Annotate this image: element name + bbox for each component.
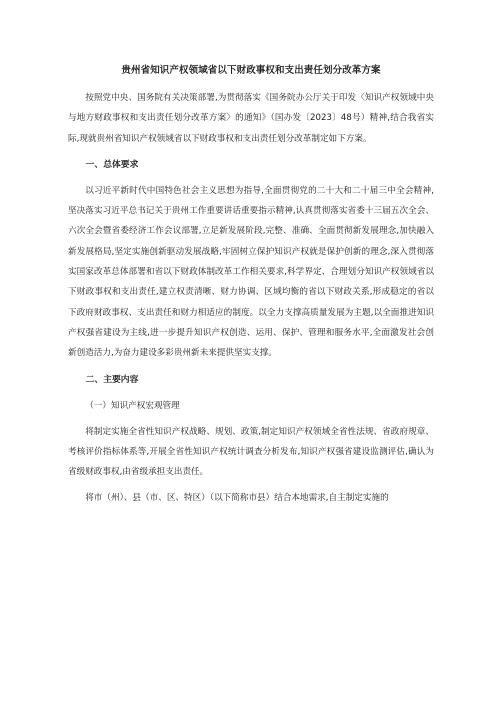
subsection-heading-macro-management: （一）知识产权宏观管理: [85, 400, 180, 411]
macro-management-paragraph: 将制定实施全省性知识产权战略、规划、政策,制定知识产权领域全省性法规、省政府规章、考核评价指标体系等,开展全省性知识产权统计调查分析发布,知识产权强省建设监测评估,确认为省级财政事权,由省级承担支出责任。: [68, 426, 434, 478]
document-title: 贵州省知识产权领域省以下财政事权和支出责任划分改革方案: [121, 65, 381, 76]
intro-paragraph: 按照党中央、国务院有关决策部署,为贯彻落实《国务院办公厅关于印发〈知识产权领域中央与地方财政事权和支出责任划分改革方案〉的通知》（国办发〔2023〕48号）精神,结合我省实际,现就贵州省知识产权领域省以下财政事权和支出责任划分改革制定如下方案。: [68, 93, 434, 144]
section-heading-main-content: 二、主要内容: [85, 374, 139, 385]
local-responsibility-paragraph: 将市（州）、县（市、区、特区）（以下简称市县）结合本地需求,自主制定实施的: [85, 493, 389, 504]
general-requirements-paragraph: 以习近平新时代中国特色社会主义思想为指导,全面贯彻党的二十大和二十届三中全会精神,坚决落实习近平总书记关于贵州工作重要讲话重要指示精神,认真贯彻落实省委十三届五次全会、六次全会暨省委经济工作会议部署,立足新发展阶段,完整、准确、全面贯彻新发展理念,加快融入新发展格局,坚定实施创新驱动发展战略,牢固树立保护知识产权就是保护创新的理念,深入贯彻落实国家改革总体部署和省以下财政体制改革工作相关要求,科学界定、合理划分知识产权领域省以下财政事权和支出责任,建立权责清晰、财力协调、区域均衡的省以下财政关系,形成稳定的省以下政府财政事权、支出责任和财力相适应的制度。以全力支撑高质量发展为主题,以全面推进知识产权强省建设为主线,进一步提升知识产权创造、运用、保护、管理和服务水平,全面激发社会创新创造活力,为奋力建设多彩贵州新未来提供坚实支撑。: [68, 185, 434, 359]
section-heading-general-requirements: 一、总体要求: [85, 159, 139, 170]
